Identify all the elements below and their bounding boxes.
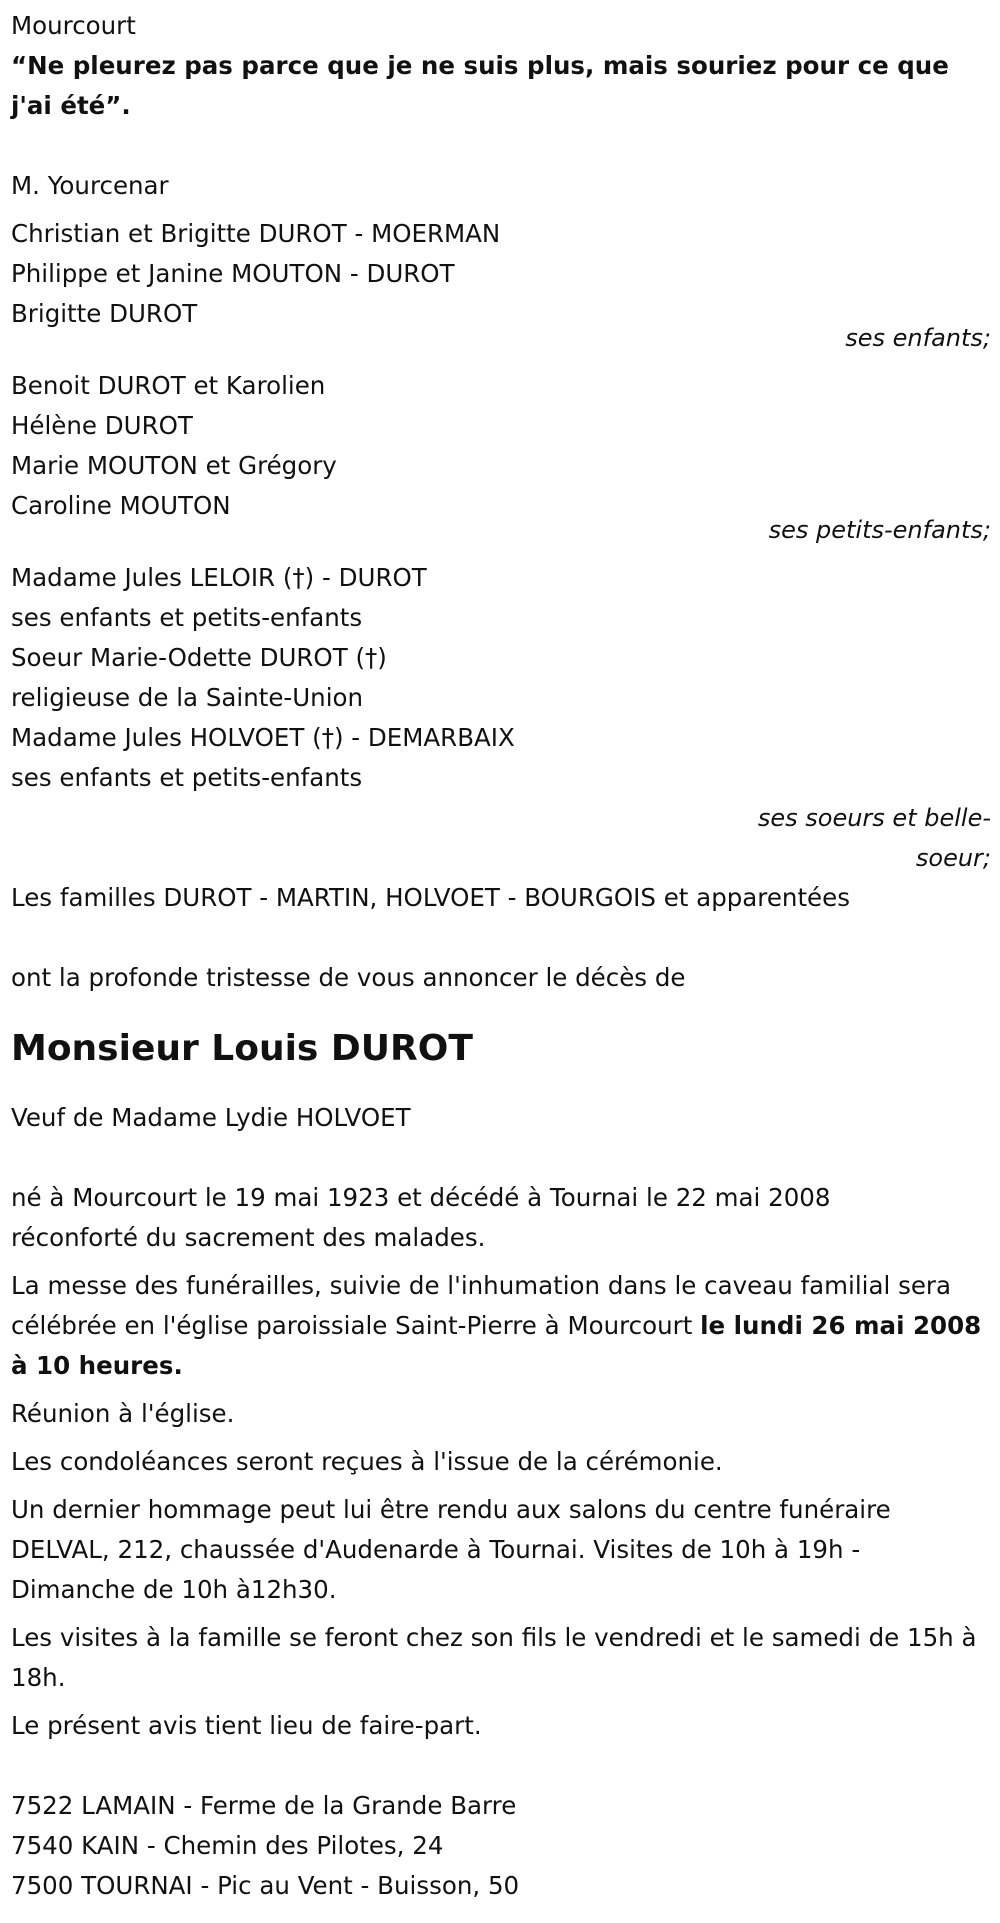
grandchildren-role: ses petits-enfants; — [768, 516, 991, 544]
children-role: ses enfants; — [845, 324, 991, 352]
sister-line: ses enfants et petits-enfants — [11, 763, 363, 792]
spacer — [11, 1138, 991, 1178]
sister-line: religieuse de la Sainte-Union — [11, 683, 364, 712]
spacer — [11, 998, 991, 1024]
sisters-block — [11, 558, 991, 878]
spacer — [11, 918, 991, 958]
place-name: Mourcourt — [11, 11, 136, 40]
grandchildren-block — [11, 366, 991, 550]
sister-line: Madame Jules LELOIR (†) - DUROT — [11, 563, 427, 592]
notice-line: Le présent avis tient lieu de faire-part. — [11, 1711, 482, 1740]
sister-line: ses enfants et petits-enfants — [11, 603, 363, 632]
mass-text: La messe des funérailles, suivie de l'inhumation dans le caveau familial sera célébrée en l'église paroissiale Saint-Pierre à Mourcourt — [11, 1271, 951, 1340]
child-name: Brigitte DUROT — [11, 299, 198, 328]
quote-text: “Ne pleurez pas parce que je ne suis plus, mais souriez pour ce que j'ai été”. — [11, 51, 949, 120]
spacer — [11, 1074, 991, 1098]
sister-line: Soeur Marie-Odette DUROT (†) — [11, 643, 387, 672]
spacer — [11, 1746, 991, 1786]
child-name: Christian et Brigitte DUROT - MOERMAN — [11, 219, 501, 248]
grandchild-name: Benoit DUROT et Karolien — [11, 371, 326, 400]
grandchild-name: Marie MOUTON et Grégory — [11, 451, 337, 480]
sisters-role: ses soeurs et belle-soeur; — [757, 804, 991, 872]
mass-date: le lundi 26 mai 2008 à 10 heures. — [11, 1311, 982, 1380]
birth-death-line: né à Mourcourt le 19 mai 1923 et décédé à Tournai le 22 mai 2008 — [11, 1183, 831, 1212]
address-line: 7540 KAIN - Chemin des Pilotes, 24 — [11, 1831, 444, 1860]
meeting-line: Réunion à l'église. — [11, 1399, 235, 1428]
child-name: Philippe et Janine MOUTON - DUROT — [11, 259, 455, 288]
quote-author: M. Yourcenar — [11, 171, 169, 200]
spouse-line: Veuf de Madame Lydie HOLVOET — [11, 1103, 411, 1132]
condolences-line: Les condoléances seront reçues à l'issue de la cérémonie. — [11, 1447, 723, 1476]
families-line: Les familles DUROT - MARTIN, HOLVOET - BOURGOIS et apparentées — [11, 883, 850, 912]
children-block — [11, 214, 991, 358]
mass-paragraph — [11, 1266, 991, 1386]
family-visits-paragraph: Les visites à la famille se feront chez son fils le vendredi et le samedi de 15h à 18h. — [11, 1623, 977, 1692]
sister-line: Madame Jules HOLVOET (†) - DEMARBAIX — [11, 723, 515, 752]
tribute-paragraph: Un dernier hommage peut lui être rendu aux salons du centre funéraire DELVAL, 212, chaussée d'Audenarde à Tournai. Visites de 10h à 19h - Dimanche de 10h à12h30. — [11, 1495, 891, 1604]
sacrament-line: réconforté du sacrement des malades. — [11, 1223, 486, 1252]
obituary-notice — [11, 6, 991, 1906]
spacer — [11, 126, 991, 166]
grandchild-name: Caroline MOUTON — [11, 491, 231, 520]
deceased-name: Monsieur Louis DUROT — [11, 1028, 473, 1069]
address-line: 7500 TOURNAI - Pic au Vent - Buisson, 50 — [11, 1871, 520, 1900]
address-line: 7522 LAMAIN - Ferme de la Grande Barre — [11, 1791, 517, 1820]
grandchild-name: Hélène DUROT — [11, 411, 193, 440]
announcement-line: ont la profonde tristesse de vous annoncer le décès de — [11, 963, 686, 992]
